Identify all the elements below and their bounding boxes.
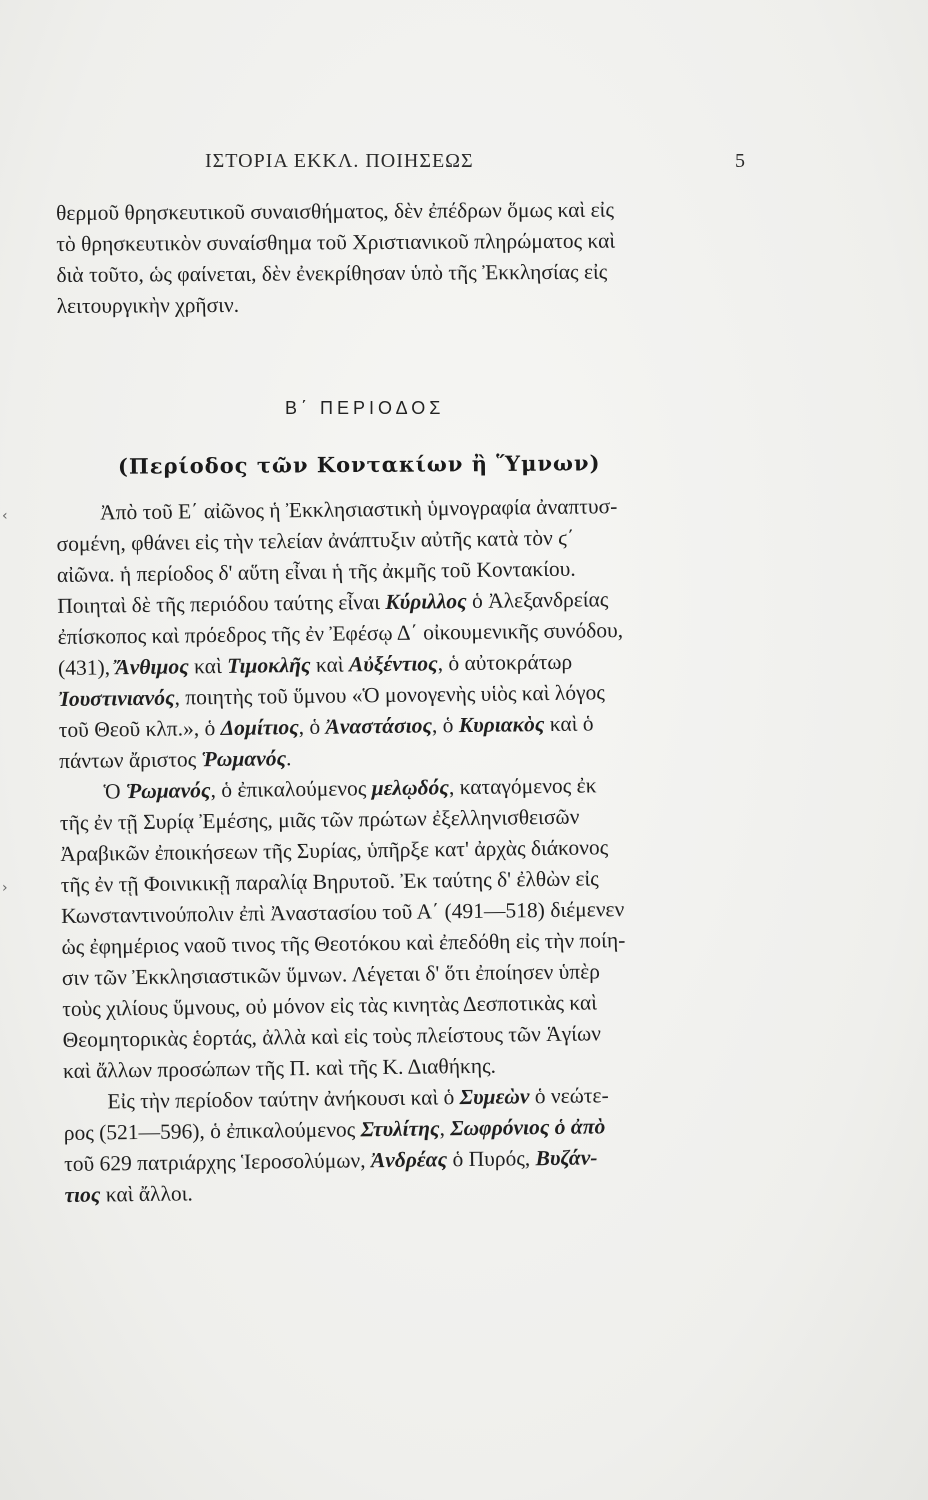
text-line: τὸ θρησκευτικὸν συναίσθημα τοῦ Χριστιανικοῦ πληρώματος καὶ (56, 228, 616, 256)
italic-name: Ἄνθιμος (115, 654, 189, 680)
text-run: , ὁ (431, 713, 459, 738)
text-run: ὁ Ἀλεξανδρείας (466, 587, 609, 613)
italic-name: Σωφρόνιος ὁ ἀπὸ (450, 1114, 606, 1141)
italic-name: Στυλίτης (360, 1116, 440, 1142)
text-run: ὁ Πυρός, (447, 1146, 536, 1172)
italic-name: Ῥωμανός (125, 778, 211, 804)
text-run: τοῦ Θεοῦ κλπ.», ὁ (58, 716, 221, 742)
italic-name: Κύριλλος (385, 588, 467, 614)
text-run: τῆς ἐν τῇ Φοινικικῇ παραλίᾳ Βηρυτοῦ. Ἐκ ταύτης δ' ἐλθὼν εἰς (60, 866, 599, 897)
italic-name: Βυζάν- (535, 1145, 598, 1171)
paragraph-others (63, 1078, 774, 1211)
italic-name: Συμεὼν (459, 1084, 530, 1110)
page-number: 5 (735, 150, 745, 172)
text-run: τοὺς χιλίους ὕμνους, οὐ μόνον εἰς τὰς κινητὰς Δεσποτικὰς καὶ (62, 990, 598, 1021)
text-run: σιν τῶν Ἐκκλησιαστικῶν ὕμνων. Λέγεται δ' ὅτι ἐποίησεν ὑπὲρ (61, 959, 601, 990)
text-run: (431), (57, 655, 116, 680)
main-text (56, 489, 775, 1211)
text-run: τῆς ἐν τῇ Συρίᾳ Ἐμέσης, μιᾶς τῶν πρώτων ἐξελληνισθεισῶν (59, 804, 580, 835)
text-run: Εἰς τὴν περίοδον ταύτην ἀνήκουσι καὶ ὁ (107, 1085, 460, 1114)
text-run: καὶ ἄλλων προσώπων τῆς Π. καὶ τῆς Κ. Διαθήκης. (62, 1053, 497, 1083)
italic-name: Τιμοκλῆς (227, 652, 311, 678)
text-run: Ποιηταὶ δὲ τῆς περιόδου ταύτης εἶναι (57, 589, 386, 618)
italic-name: Ἀνδρέας (370, 1147, 448, 1173)
text-run: ἐπίσκοπος καὶ πρόεδρος τῆς ἐν Ἐφέσῳ Δ΄ οἰκουμενικῆς συνόδου, (57, 618, 624, 649)
text-run: ρος (521—596), ὁ ἐπικαλούμενος (63, 1117, 361, 1145)
intro-paragraph (56, 194, 757, 322)
text-run: καὶ (310, 652, 350, 677)
text-run: , ποιητὴς τοῦ ὕμνου «Ὁ μονογενὴς υἱὸς καὶ λόγος (174, 680, 605, 710)
italic-name: μελῳδός (371, 775, 450, 801)
text-run: , ὁ (298, 714, 326, 740)
text-line: διὰ τοῦτο, ὡς φαίνεται, δὲν ἐνεκρίθησαν ὑπὸ τῆς Ἐκκλησίας εἰς (56, 259, 608, 287)
italic-name: Ἰουστινιανός (58, 685, 175, 711)
italic-name: τιος (64, 1182, 101, 1207)
period-subheading: (Περίοδος τῶν Κοντακίων ἢ Ὕμνων) (117, 450, 601, 479)
text-run: Ὁ (103, 779, 127, 804)
text-run: , ὁ αὐτοκράτωρ (437, 649, 573, 676)
text-run: Ἀραβικῶν ἐποικήσεων τῆς Συρίας, ὑπῆρξε κατ' ἀρχὰς διάκονος (60, 835, 609, 866)
text-run: . (285, 746, 292, 771)
text-run: ὁ νεώτε- (529, 1083, 609, 1109)
italic-name: Ῥωμανός (201, 746, 287, 772)
text-run: , (439, 1116, 451, 1141)
text-run: ὡς ἐφημέριος ναοῦ τινος τῆς Θεοτόκου καὶ ἐπεδόθη εἰς τὴν ποίη- (61, 928, 626, 959)
running-head: ΙΣΤΟΡΙΑ ΕΚΚΛ. ΠΟΙΗΣΕΩΣ (205, 150, 474, 172)
text-run: , ὁ ἐπικαλούμενος (210, 776, 372, 803)
text-run: Κωνσταντινούπολιν ἐπὶ Ἀναστασίου τοῦ Α΄ (491—518) διέμενεν (60, 897, 625, 928)
text-run: Θεομητορικὰς ἑορτάς, ἀλλὰ καὶ εἰς τοὺς πλείστους τῶν Ἁγίων (62, 1021, 602, 1052)
paragraph-romanos (59, 768, 773, 1087)
text-run: , καταγόμενος ἐκ (448, 773, 597, 800)
text-run: τοῦ 629 πατριάρχης Ἱεροσολύμων, (63, 1148, 372, 1176)
text-run: καὶ ὁ (544, 711, 594, 737)
text-run: σομένη, φθάνει εἰς τὴν τελείαν ἀνάπτυξιν αὐτῆς κατὰ τὸν ϛ΄ (56, 525, 575, 556)
margin-mark: ‹ (2, 508, 8, 524)
text-line: λειτουργικὴν χρῆσιν. (56, 292, 240, 318)
period-heading: Β΄ ΠΕΡΙΟΔΟΣ (285, 398, 445, 418)
italic-name: Κυριακὸς (458, 712, 545, 738)
margin-mark: › (2, 880, 8, 896)
text-run: αἰῶνα. ἡ περίοδος δ' αὕτη εἶναι ἡ τῆς ἀκμῆς τοῦ Κοντακίου. (56, 556, 576, 587)
italic-name: Ἀναστάσιος (325, 713, 433, 739)
text-line: θερμοῦ θρησκευτικοῦ συναισθήματος, δὲν ἐπέδρων ὅμως καὶ εἰς (56, 197, 615, 225)
text-run: Ἀπὸ τοῦ Ε΄ αἰῶνος ἡ Ἐκκλησιαστικὴ ὑμνογραφία ἀναπτυσ- (100, 494, 618, 525)
paragraph-poets (56, 489, 769, 777)
italic-name: Αὐξέντιος (348, 651, 438, 677)
text-run: καὶ (188, 653, 228, 679)
text-run: πάντων ἄριστος (59, 747, 202, 773)
italic-name: Δομίτιος (220, 715, 299, 741)
text-run: καὶ ἄλλοι. (100, 1181, 193, 1207)
